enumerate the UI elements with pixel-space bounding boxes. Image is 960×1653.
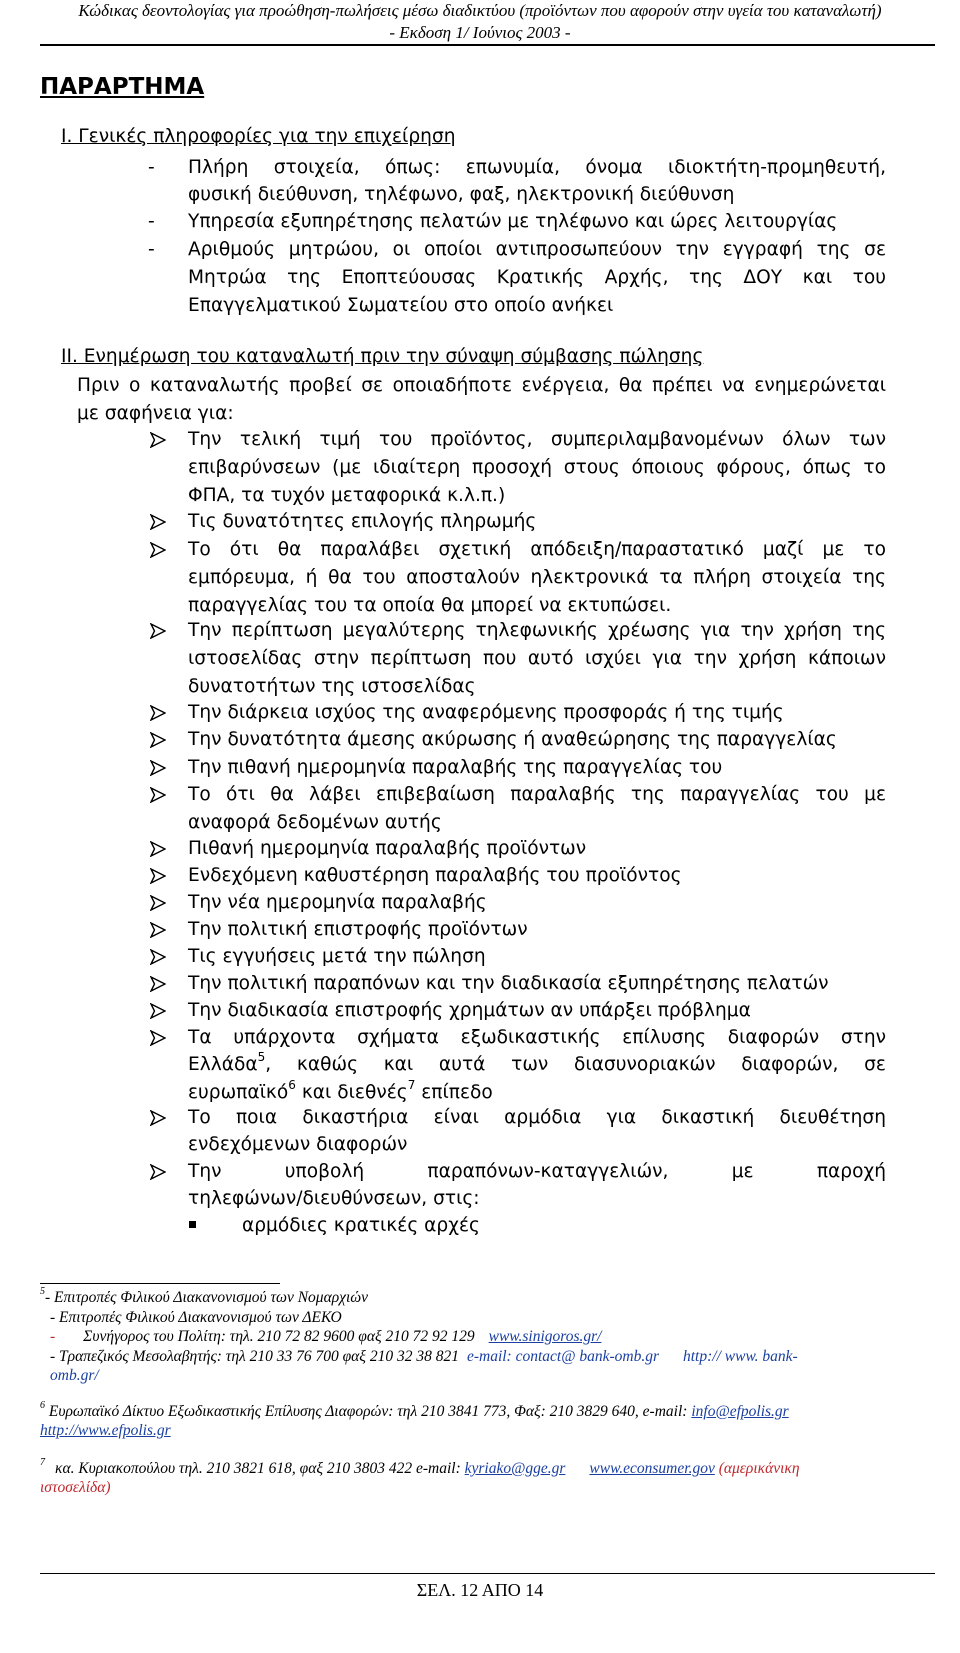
bullet-line: αναφορά δεδομένων αυτής — [188, 812, 442, 833]
footnote-6-line — [40, 1399, 789, 1422]
arrow-bullet-icon — [150, 623, 166, 639]
footnote-ref-5: 5 — [257, 1049, 266, 1064]
footnote-7-line — [40, 1456, 800, 1479]
bullet-line: ιστοσελίδας στην περίπτωση που αυτό ισχύει για την χρήση κάποιων — [188, 648, 886, 669]
footnote-5-line — [50, 1347, 798, 1367]
bullet-line: Τα υπάρχοντα σχήματα εξωδικαστικής επίλυσης διαφορών στην — [188, 1027, 886, 1048]
bullet-line: επιβαρύνσεων (με ιδιαίτερη προσοχή στους όποιους φόρους, όπως το — [188, 457, 886, 478]
bullet-line: Την διάρκεια ισχύος της αναφερόμενης προσφοράς ή της τιμής — [188, 702, 784, 723]
arrow-bullet-icon — [150, 895, 166, 911]
arrow-bullet-icon — [150, 868, 166, 884]
bullet-line: Την δυνατότητα άμεσης ακύρωσης ή αναθεώρησης της παραγγελίας — [188, 729, 837, 750]
arrow-bullet-icon — [150, 1003, 166, 1019]
arrow-bullet-icon — [150, 787, 166, 803]
list-item-line: Αριθμούς μητρώου, οι οποίοι αντιπροσωπεύουν την εγγραφή της σε — [188, 239, 886, 260]
bullet-text: και διεθνές — [295, 1082, 408, 1103]
arrow-bullet-icon — [150, 1164, 166, 1180]
footnote-text: - Επιτροπές Φιλικού Διακανονισμού των Νομαρχιών — [45, 1289, 368, 1306]
bullet-line-with-footnote — [188, 1051, 886, 1079]
arrow-bullet-icon — [150, 976, 166, 992]
arrow-bullet-icon — [150, 705, 166, 721]
header-rule — [40, 44, 935, 46]
bullet-text: Ελλάδα — [188, 1054, 258, 1075]
section-heading: Ι. Γενικές πληροφορίες για την επιχείρηση — [61, 126, 456, 147]
bullet-line: δυνατοτήτων της ιστοσελίδας — [188, 676, 476, 697]
footnote-5-line — [50, 1327, 601, 1347]
section-heading: ΙΙ. Ενημέρωση του καταναλωτή πριν την σύναψη σύμβασης πώλησης — [61, 346, 704, 367]
arrow-bullet-icon — [150, 542, 166, 558]
footnote-6-line — [40, 1421, 171, 1441]
bullet-line-with-footnote — [188, 1079, 493, 1107]
bullet-line: Τις δυνατότητες επιλογής πληρωμής — [188, 511, 537, 532]
list-dash: - — [148, 239, 155, 260]
list-dash: - — [148, 211, 155, 232]
bullet-line: Την πολιτική παραπόνων και την διαδικασία εξυπηρέτησης πελατών — [188, 973, 829, 994]
list-item-line: Επαγγελματικού Σωματείου στο οποίο ανήκει — [188, 295, 614, 316]
bullet-line: Το ότι θα παραλάβει σχετική απόδειξη/παραστατικό μαζί με το — [188, 539, 886, 560]
bullet-line: Το ότι θα λάβει επιβεβαίωση παραλαβής της παραγγελίας του με — [188, 784, 886, 805]
bullet-text: επίπεδο — [415, 1082, 493, 1103]
footnote-note: ιστοσελίδα) — [40, 1479, 111, 1496]
arrow-bullet-icon — [150, 1030, 166, 1046]
bank-omb-url-cont[interactable]: omb.gr/ — [50, 1367, 99, 1384]
kyriako-email-link[interactable]: kyriako@gge.gr — [464, 1460, 566, 1477]
square-bullet-icon — [189, 1221, 196, 1228]
bullet-line: ενδεχόμενων διαφορών — [188, 1134, 408, 1155]
bullet-text: ευρωπαϊκό — [188, 1082, 289, 1103]
footnote-mark: 6 — [40, 1399, 45, 1411]
arrow-bullet-icon — [150, 949, 166, 965]
running-header — [0, 0, 960, 44]
header-edition: - Εκδοση 1/ Ιούνιος 2003 - — [389, 23, 571, 42]
footnote-5-line — [40, 1285, 368, 1308]
arrow-bullet-icon — [150, 760, 166, 776]
bullet-line: Την διαδικασία επιστροφής χρημάτων αν υπάρξει πρόβλημα — [188, 1000, 751, 1021]
sub-bullet-line: αρμόδιες κρατικές αρχές — [242, 1215, 480, 1236]
bullet-line: Το ποια δικαστήρια είναι αρμόδια για δικαστική διευθέτηση — [188, 1107, 886, 1128]
footnote-ref-6: 6 — [288, 1077, 296, 1092]
bank-omb-email[interactable]: e-mail: contact@ bank-omb.gr — [466, 1348, 659, 1365]
arrow-bullet-icon — [150, 732, 166, 748]
header-title: Κώδικας δεοντολογίας για προώθηση-πωλήσεις μέσω διαδικτύου (προϊόντων που αφορούν στην υγεία του καταναλωτή) — [78, 1, 882, 20]
arrow-bullet-icon — [150, 841, 166, 857]
bullet-line: παραγγελίας του τα οποία θα μπορεί να εκτυπώσει. — [188, 595, 672, 616]
bullet-line: Την νέα ημερομηνία παραλαβής — [188, 892, 487, 913]
footnote-text: - Τραπεζικός Μεσολαβητής: τηλ 210 33 76 700 φαξ 210 32 38 821 — [50, 1348, 459, 1365]
bank-omb-url[interactable]: http:// www. bank- — [683, 1348, 798, 1365]
sinigoros-link[interactable]: www.sinigoros.gr/ — [488, 1328, 602, 1345]
footnote-text: κα. Κυριακοπούλου τηλ. 210 3821 618, φαξ 210 3803 422 e-mail: — [55, 1460, 461, 1477]
footnote-text: Ευρωπαϊκό Δίκτυο Εξωδικαστικής Επίλυσης Διαφορών: τηλ 210 3841 773, Φαξ: 210 3829 640, e-mail: — [48, 1403, 688, 1420]
footnote-text: - Επιτροπές Φιλικού Διακανονισμού των ΔΕΚΟ — [50, 1309, 342, 1326]
bullet-line: Τις εγγυήσεις μετά την πώληση — [188, 946, 486, 967]
list-item-line: Υπηρεσία εξυπηρέτησης πελατών με τηλέφωνο και ώρες λειτουργίας — [188, 211, 838, 232]
intro-line: με σαφήνεια για: — [77, 403, 234, 424]
footnote-mark: 7 — [40, 1456, 45, 1468]
efpolis-email-link[interactable]: info@efpolis.gr — [691, 1403, 789, 1420]
footnote-text: Συνήγορος του Πολίτη: τηλ. 210 72 82 9600 φαξ 210 72 92 129 — [83, 1328, 475, 1345]
arrow-bullet-icon — [150, 514, 166, 530]
bullet-line: εμπόρευμα, ή θα του αποσταλούν ηλεκτρονικά τα πλήρη στοιχεία της — [188, 567, 886, 588]
footnote-note: (αμερικάνικη — [718, 1460, 800, 1477]
intro-line: Πριν ο καταναλωτής προβεί σε οποιαδήποτε ενέργεια, θα πρέπει να ενημερώνεται — [77, 375, 886, 396]
list-dash: - — [148, 157, 155, 178]
footnote-mark: 5 — [40, 1285, 45, 1297]
page-number: ΣΕΛ. 12 ΑΠΟ 14 — [416, 1580, 544, 1600]
arrow-bullet-icon — [150, 922, 166, 938]
bullet-line: Την πολιτική επιστροφής προϊόντων — [188, 919, 528, 940]
bullet-line: Την υποβολή παραπόνων-καταγγελιών, με παροχή — [188, 1161, 886, 1182]
econsumer-link[interactable]: www.econsumer.gov — [589, 1460, 715, 1477]
list-item-line: Μητρώα της Εποπτεύουσας Κρατικής Αρχής, της ΔΟΥ και του — [188, 267, 886, 288]
bullet-line: Την περίπτωση μεγαλύτερης τηλεφωνικής χρέωσης για την χρήση της — [188, 620, 886, 641]
footnote-dash: - — [50, 1328, 56, 1345]
list-item-line: Πλήρη στοιχεία, όπως: επωνυμία, όνομα ιδιοκτήτη-προμηθευτή, — [188, 157, 886, 178]
bullet-line: Πιθανή ημερομηνία παραλαβής προϊόντων — [188, 838, 587, 859]
bullet-line: τηλεφώνων/διευθύνσεων, στις: — [188, 1188, 480, 1209]
footnote-ref-7: 7 — [407, 1077, 416, 1092]
bullet-text: , καθώς και αυτά των διασυνοριακών διαφορών, σε — [265, 1054, 886, 1075]
appendix-title: ΠΑΡΑΡΤΗΜΑ — [40, 74, 205, 100]
bullet-line: Την πιθανή ημερομηνία παραλαβής της παραγγελίας του — [188, 757, 723, 778]
bullet-line: Ενδεχόμενη καθυστέρηση παραλαβής του προϊόντος — [188, 865, 682, 886]
list-item-line: φυσική διεύθυνση, τηλέφωνο, φαξ, ηλεκτρονική διεύθυνση — [188, 184, 735, 205]
footer-rule — [40, 1573, 935, 1574]
footnote-separator — [40, 1283, 280, 1284]
efpolis-url-link[interactable]: http://www.efpolis.gr — [40, 1422, 171, 1439]
arrow-bullet-icon — [150, 432, 166, 448]
arrow-bullet-icon — [150, 1110, 166, 1126]
bullet-line: Την τελική τιμή του προϊόντος, συμπεριλαμβανομένων όλων των — [188, 429, 886, 450]
bullet-line: ΦΠΑ, τα τυχόν μεταφορικά κ.λ.π.) — [188, 485, 506, 506]
